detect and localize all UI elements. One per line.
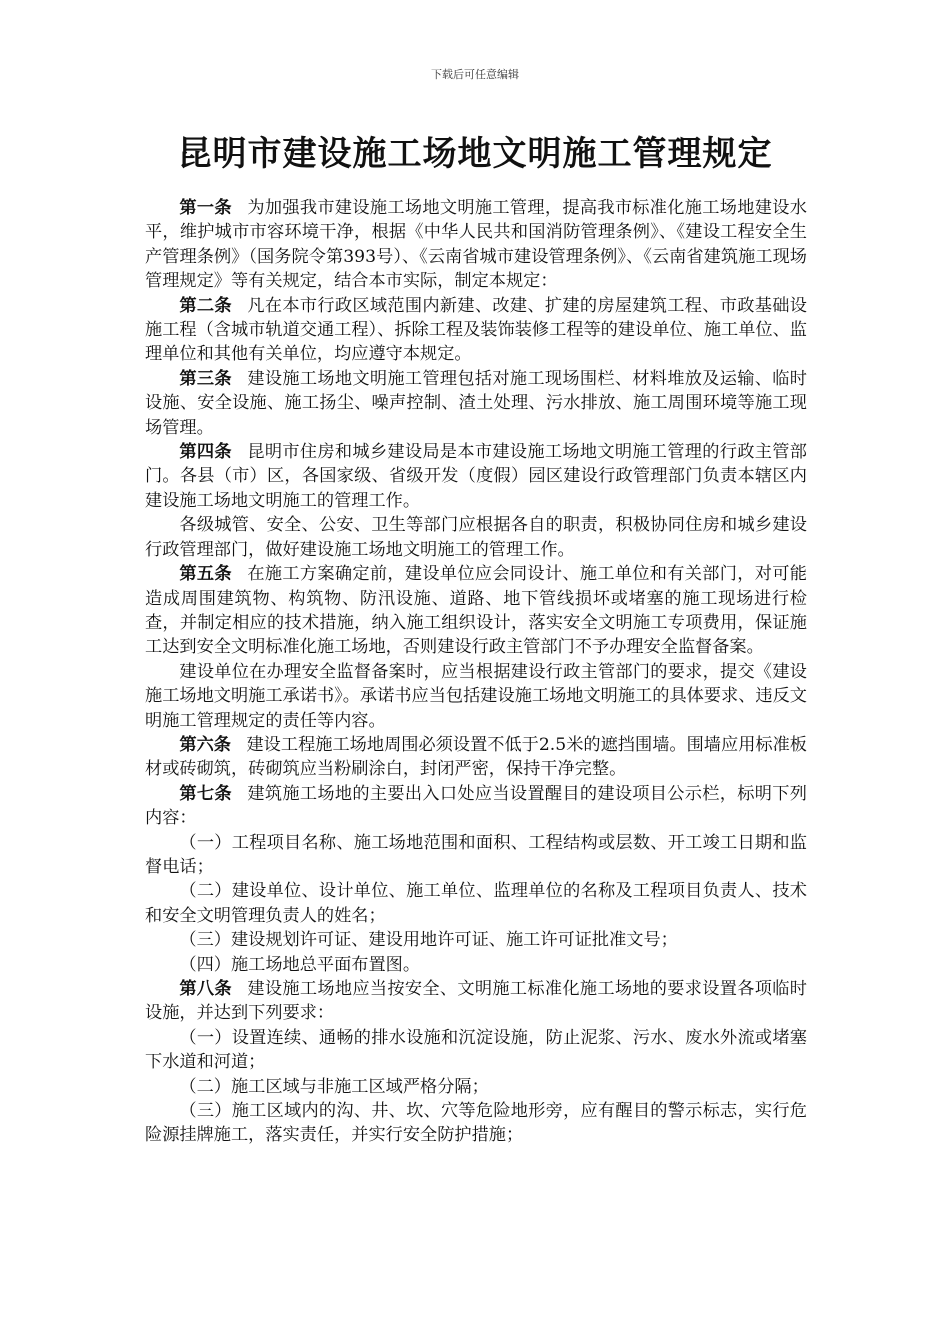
paragraph-text: （二）施工区域与非施工区域严格分隔； <box>179 1076 489 1097</box>
paragraph <box>145 294 807 367</box>
paragraph <box>145 782 807 831</box>
paragraph <box>145 977 807 1026</box>
article-number: 第四条 <box>179 442 232 463</box>
document-body <box>145 196 807 1148</box>
list-item <box>145 1026 807 1075</box>
paragraph <box>145 660 807 733</box>
paragraph-text: 建设施工场地文明施工管理包括对施工现场围栏、材料堆放及运输、临时设施、安全设施、施工扬尘、噪声控制、渣土处理、污水排放、施工周围环境等施工现场管理。 <box>145 368 807 438</box>
list-item <box>145 879 807 928</box>
paragraph-text: （一）工程项目名称、施工场地范围和面积、工程结构或层数、开工竣工日期和监督电话； <box>145 832 807 877</box>
paragraph-text: 在施工方案确定前，建设单位应会同设计、施工单位和有关部门，对可能造成周围建筑物、构筑物、防汛设施、道路、地下管线损坏或堵塞的施工现场进行检查，并制定相应的技术措施，纳入施工组织设计，落实安全文明施工专项费用，保证施工达到安全文明标准化施工场地，否则建设行政主管部门不予办理安全监督备案。 <box>145 564 807 658</box>
paragraph <box>145 513 807 562</box>
article-number: 第五条 <box>179 564 232 585</box>
paragraph <box>145 367 807 440</box>
paragraph-text: 凡在本市行政区域范围内新建、改建、扩建的房屋建筑工程、市政基础设施工程（含城市轨道交通工程）、拆除工程及装饰装修工程等的建设单位、施工单位、监理单位和其他有关单位，均应遵守本规定。 <box>145 295 807 365</box>
paragraph-text: 建设单位在办理安全监督备案时，应当根据建设行政主管部门的要求，提交《建设施工场地文明施工承诺书》。承诺书应当包括建设施工场地文明施工的具体要求、违反文明施工管理规定的责任等内容。 <box>145 661 807 731</box>
header-note: 下载后可任意编辑 <box>431 68 519 81</box>
list-item <box>145 953 807 977</box>
list-item <box>145 831 807 880</box>
list-item <box>145 1075 807 1099</box>
article-number: 第二条 <box>179 295 232 316</box>
paragraph-text: 建设工程施工场地周围必须设置不低于2.5米的遮挡围墙。围墙应用标准板材或砖砌筑，砖砌筑应当粉刷涂白，封闭严密，保持干净完整。 <box>145 734 807 780</box>
paragraph <box>145 562 807 660</box>
list-item <box>145 1099 807 1148</box>
paragraph-text: （一）设置连续、通畅的排水设施和沉淀设施，防止泥浆、污水、废水外流或堵塞下水道和河道； <box>145 1027 807 1073</box>
article-number: 第七条 <box>179 783 232 804</box>
paragraph-text: 建筑施工场地的主要出入口处应当设置醒目的建设项目公示栏，标明下列内容： <box>145 783 807 829</box>
article-number: 第三条 <box>179 368 232 389</box>
paragraph-text: （三）建设规划许可证、建设用地许可证、施工许可证批准文号； <box>179 930 678 951</box>
paragraph-text: 各级城管、安全、公安、卫生等部门应根据各自的职责，积极协同住房和城乡建设行政管理部门，做好建设施工场地文明施工的管理工作。 <box>145 515 807 560</box>
paragraph <box>145 440 807 513</box>
paragraph-text: （二）建设单位、设计单位、施工单位、监理单位的名称及工程项目负责人、技术和安全文明管理负责人的姓名； <box>145 881 807 926</box>
paragraph-text: 建设施工场地应当按安全、文明施工标准化施工场地的要求设置各项临时设施，并达到下列要求： <box>145 979 807 1024</box>
paragraph-text: （三）施工区域内的沟、井、坎、穴等危险地形旁，应有醒目的警示标志，实行危险源挂牌施工，落实责任，并实行安全防护措施； <box>145 1101 807 1146</box>
paragraph <box>145 196 807 294</box>
paragraph-text: 昆明市住房和城乡建设局是本市建设施工场地文明施工管理的行政主管部门。各县（市）区，各国家级、省级开发（度假）园区建设行政管理部门负责本辖区内建设施工场地文明施工的管理工作。 <box>145 442 807 511</box>
paragraph-text: （四）施工场地总平面布置图。 <box>179 954 421 975</box>
article-number: 第八条 <box>179 979 232 999</box>
article-number: 第一条 <box>179 198 232 218</box>
paragraph-text: 为加强我市建设施工场地文明施工管理，提高我市标准化施工场地建设水平，维护城市市容环境干净，根据《中华人民共和国消防管理条例》、《建设工程安全生产管理条例》（国务院令第393号）、《云南省城市建设管理条例》、《云南省建筑施工现场管理规定》等有关规定，结合本市实际，制定本规定： <box>145 198 807 292</box>
document-title: 昆明市建设施工场地文明施工管理规定 <box>177 134 773 174</box>
list-item <box>145 928 807 952</box>
paragraph <box>145 733 807 782</box>
article-number: 第六条 <box>179 734 231 755</box>
